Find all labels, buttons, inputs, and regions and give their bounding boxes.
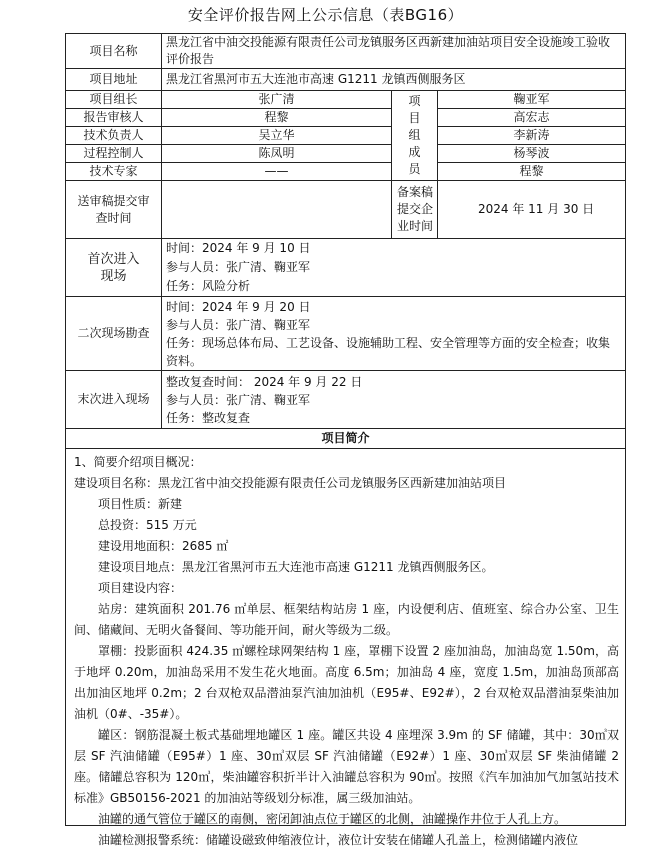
summary-line: 建设用地面积：2685 ㎡	[98, 539, 229, 553]
publicity-form-table	[65, 33, 626, 847]
project-name-label: 项目名称	[66, 34, 162, 69]
page-title: 安全评价报告网上公示信息（表BG16）	[187, 6, 464, 24]
summary-paragraph-tank-area: 罐区：钢筋混凝土板式基础埋地罐区 1 座。罐区共设 4 座埋深 3.9m 的 SF 储罐，其中：30㎥双层 SF 汽油储罐（E95#）1 座、30㎥双层 SF 汽油储罐（E92#）1 座、30㎥双层 SF 柴油储罐 2 座。储罐总容积为 120㎥，柴油罐容积折半计入油罐总容积为 90㎥。按照《汽车加油加气加氢站技术标准》GB50156-2021 的加油站等级划分标准，属三级加油站。	[74, 728, 620, 805]
summary-heading-row	[66, 429, 626, 449]
filing-time-value: 2024 年 11 月 30 日	[438, 181, 626, 239]
project-address-row	[66, 69, 626, 91]
team-member: 杨琴波	[438, 145, 626, 163]
summary-line: 项目建设内容：	[98, 581, 183, 595]
summary-line: 项目性质：新建	[98, 497, 183, 511]
team-row-tech-lead	[66, 127, 626, 145]
team-role-label: 技术专家	[66, 163, 162, 181]
team-member: 高宏志	[438, 109, 626, 127]
team-role-value: 吴立华	[162, 127, 392, 145]
visit-task: 任务：整改复查	[166, 410, 251, 425]
team-role-value: ——	[162, 163, 392, 181]
team-member: 李新涛	[438, 127, 626, 145]
summary-paragraph-canopy: 罩棚：投影面积 424.35 ㎡螺栓球网架结构 1 座，罩棚下设置 2 座加油岛，加油岛宽 1.50m，高于地坪 0.20m，加油岛采用不发生花火地面。高度 6.5m；加油岛 4 座，宽度 1.5m，加油岛顶部高出加油区地坪 0.2m；2 台双枪双品潜油泵汽油加油机（E95#、E92#），2 台双枪双品潜油泵柴油加油机（0#、-35#）。	[74, 644, 620, 721]
team-member: 程黎	[438, 163, 626, 181]
visit-time: 整改复查时间： 2024 年 9 月 22 日	[166, 374, 363, 389]
team-row-process-control	[66, 145, 626, 163]
visit-time: 时间：2024 年 9 月 10 日	[166, 241, 311, 255]
visit-people: 参与人员：张广清、鞠亚军	[166, 260, 311, 274]
visit-label: 首次进入现场	[66, 239, 162, 297]
visit-time: 时间：2024 年 9 月 20 日	[166, 299, 311, 314]
filing-time-label: 备案稿提交企业时间	[392, 181, 438, 239]
summary-content-row	[66, 449, 626, 826]
visit-row-second	[66, 297, 626, 371]
team-row-leader	[66, 91, 626, 109]
summary-line: 建设项目地点：黑龙江省黑河市五大连池市高速 G1211 龙镇西侧服务区。	[98, 560, 494, 574]
visit-task: 任务：风险分析	[166, 279, 251, 293]
team-role-value: 陈凤明	[162, 145, 392, 163]
visit-task: 任务：现场总体布局、工艺设备、设施辅助工程、安全管理等方面的安全检查；收集资料。	[166, 335, 611, 368]
visit-row-first	[66, 239, 626, 297]
team-row-reviewer	[66, 109, 626, 127]
team-members-label: 项目组成员	[392, 91, 438, 181]
summary-paragraph-vent: 油罐的通气管位于罐区的南侧，密闭卸油点位于罐区的北侧，油罐操作井位于人孔上方。	[98, 812, 567, 826]
summary-line: 总投资：515 万元	[98, 518, 197, 532]
visit-details	[162, 297, 626, 371]
team-member: 鞠亚军	[438, 91, 626, 109]
team-row-expert	[66, 163, 626, 181]
project-address-label: 项目地址	[66, 69, 162, 91]
visit-label: 末次进入现场	[66, 371, 162, 429]
summary-content	[66, 449, 626, 847]
summary-paragraph-station: 站房：建筑面积 201.76 ㎡单层、框架结构站房 1 座，内设便利店、值班室、综合办公室、卫生间、储藏间、无明火备餐间、等功能开间，耐火等级为二级。	[74, 602, 620, 637]
summary-line: 建设项目名称：黑龙江省中油交投能源有限责任公司龙镇服务区西新建加油站项目	[74, 476, 507, 490]
team-role-label: 过程控制人	[66, 145, 162, 163]
team-role-value: 程黎	[162, 109, 392, 127]
team-role-label: 项目组长	[66, 91, 162, 109]
visit-details	[162, 239, 626, 297]
team-role-value: 张广清	[162, 91, 392, 109]
visit-row-final	[66, 371, 626, 429]
visit-label: 二次现场勘查	[66, 297, 162, 371]
review-time-label: 送审稿提交审查时间	[66, 181, 162, 239]
summary-line: 1、简要介绍项目概况：	[74, 455, 202, 469]
project-name-row	[66, 34, 626, 69]
project-address-value: 黑龙江省黑河市五大连池市高速 G1211 龙镇西侧服务区	[162, 69, 626, 91]
visit-details	[162, 371, 626, 429]
visit-people: 参与人员：张广清、鞠亚军	[166, 392, 311, 407]
review-time-row	[66, 181, 626, 239]
team-role-label: 报告审核人	[66, 109, 162, 127]
summary-heading: 项目简介	[66, 429, 626, 449]
visit-people: 参与人员：张广清、鞠亚军	[166, 317, 311, 332]
team-role-label: 技术负责人	[66, 127, 162, 145]
summary-paragraph-alarm: 油罐检测报警系统：储罐设磁致伸缩液位计，液位计安装在储罐人孔盖上，检测储罐内液位	[98, 833, 579, 847]
review-time-value	[162, 181, 392, 239]
project-name-value: 黑龙江省中油交投能源有限责任公司龙镇服务区西新建加油站项目安全设施竣工验收评价报告	[162, 34, 626, 69]
